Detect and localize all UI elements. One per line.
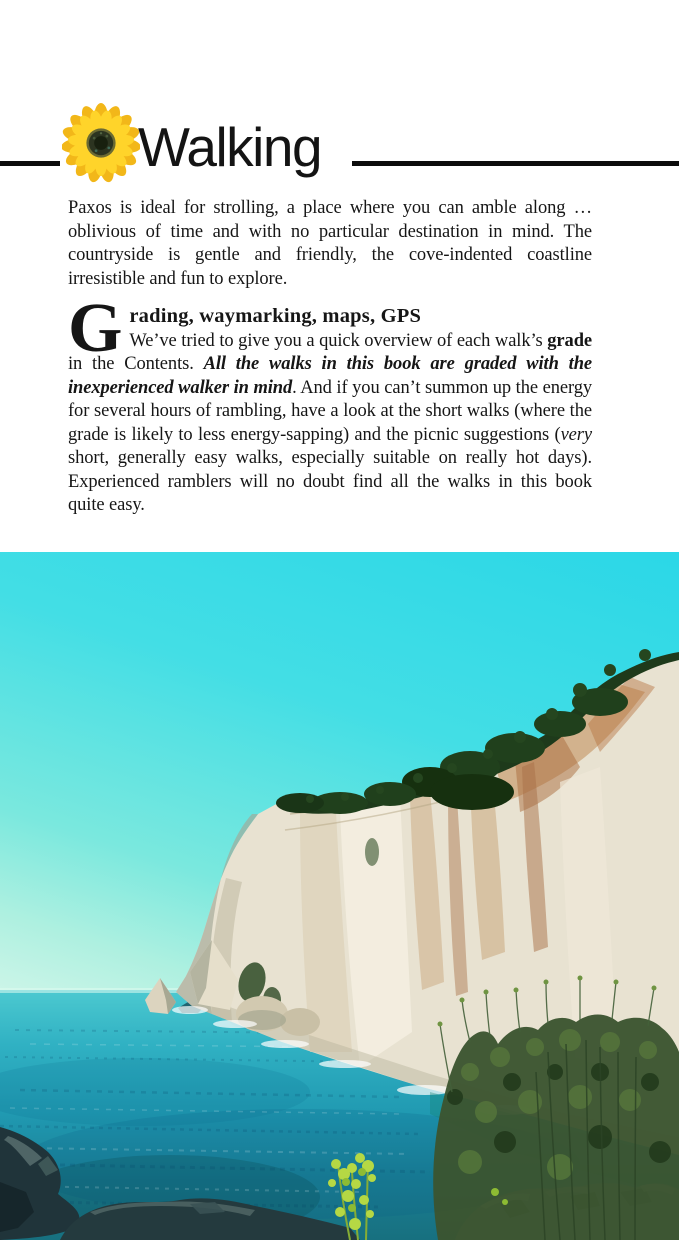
photo-overlay [0, 552, 679, 1240]
section-text: in the Contents. [68, 354, 204, 374]
cliff-photo [0, 552, 679, 1240]
header-rule-left [0, 161, 60, 166]
section-text: . And if you can’t summon up the energy for several hours of rambling, have a look at the short walks (where the grade is likely to less energy-sapping) and the picnic suggestions ( [68, 377, 592, 445]
sunflower-center [86, 128, 115, 157]
section-paragraph [68, 290, 592, 518]
intro-paragraph: Paxos is ideal for strolling, a place where you can amble along … oblivious of time and with no particular destination in mind. The countryside is gentle and friendly, the cove-indented coastline irresistible and fun to explore. [68, 198, 592, 289]
page-title: Walking [138, 116, 322, 178]
section-text-bold: grade [547, 330, 592, 351]
page-body [68, 197, 592, 518]
section-heading: rading, waymarking, maps, GPS [129, 305, 422, 327]
header-rule-right [352, 161, 679, 166]
dropcap: G [68, 290, 123, 367]
section-text: short, generally easy walks, especially suitable on really hot days). Experienced ramblers will no doubt find all the walks in this book quite easy. [68, 448, 592, 515]
section-text-bold-italic: All the walks in this book are graded with the inexperienced walker in mind [68, 354, 592, 398]
section-text: We’ve tried to give you a quick overview of each walk’s [129, 330, 548, 351]
section-text-italic: very [560, 424, 592, 445]
sunflower-icon [62, 103, 140, 183]
